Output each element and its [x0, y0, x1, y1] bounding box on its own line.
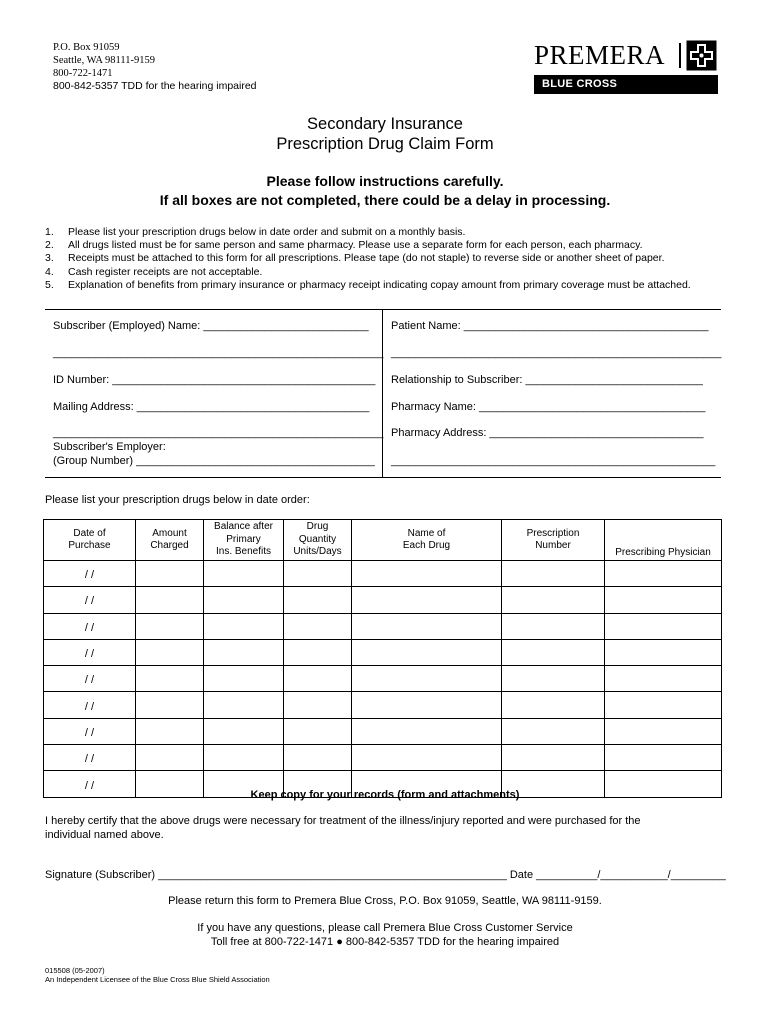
questions-line2: Toll free at 800-722-1471 ● 800-842-5357 TDD for the hearing impaired — [210, 936, 560, 948]
table-cell[interactable] — [204, 745, 284, 771]
table-cell[interactable] — [204, 666, 284, 692]
table-cell[interactable] — [352, 666, 502, 692]
list-item: 3. Receipts must be attached to this form for all prescriptions. Please tape (do not staple) to reverse side or another sheet of paper. — [45, 252, 665, 265]
table-cell[interactable] — [352, 587, 502, 613]
drug-table — [43, 519, 722, 798]
table-row — [44, 561, 722, 587]
logo-divider — [679, 43, 681, 68]
table-cell[interactable] — [284, 745, 352, 771]
table-cell[interactable] — [204, 561, 284, 587]
table-cell[interactable] — [284, 587, 352, 613]
table-cell[interactable] — [136, 639, 204, 665]
table-cell[interactable] — [284, 666, 352, 692]
signature-date-line[interactable]: Signature (Subscriber) _________________________________________________________ Date __________/___________/_________ — [45, 869, 726, 881]
pharmacy-name-field[interactable]: Pharmacy Name: _____________________________________ — [391, 401, 706, 413]
table-cell[interactable] — [136, 718, 204, 744]
table-cell[interactable] — [352, 561, 502, 587]
logo-wordmark: PREMERA — [534, 40, 666, 70]
table-cell[interactable] — [352, 718, 502, 744]
certification-text: I hereby certify that the above drugs were necessary for treatment of the illness/injury reported and were purchased for the individual named above. — [45, 815, 641, 841]
table-cell[interactable] — [502, 587, 605, 613]
table-cell[interactable] — [136, 587, 204, 613]
date-cell[interactable]: / / — [44, 666, 136, 692]
list-item: 1. Please list your prescription drugs below in date order and submit on a monthly basis. — [45, 226, 466, 238]
subscriber-name-field[interactable]: Subscriber (Employed) Name: ___________________________ — [53, 320, 369, 332]
table-cell[interactable] — [605, 718, 722, 744]
mailing-address-field[interactable]: Mailing Address: ______________________________________ — [53, 401, 370, 413]
table-cell[interactable] — [284, 613, 352, 639]
date-cell[interactable]: / / — [44, 718, 136, 744]
date-cell[interactable]: / / — [44, 771, 136, 797]
table-cell[interactable] — [136, 613, 204, 639]
address-line: Seattle, WA 98111-9159 — [53, 55, 155, 66]
return-address — [53, 41, 257, 93]
table-cell[interactable] — [605, 692, 722, 718]
table-row — [44, 666, 722, 692]
table-cell[interactable] — [605, 587, 722, 613]
table-cell[interactable] — [502, 692, 605, 718]
table-cell[interactable] — [204, 692, 284, 718]
table-cell[interactable] — [136, 745, 204, 771]
patient-name-line2[interactable]: ______________________________________________________ — [391, 347, 722, 359]
table-cell[interactable] — [502, 613, 605, 639]
table-row — [44, 639, 722, 665]
address-line: P.O. Box 91059 — [53, 42, 120, 53]
delay-warning: If all boxes are not completed, there could be a delay in processing. — [159, 192, 611, 208]
table-cell[interactable] — [284, 639, 352, 665]
table-cell[interactable] — [204, 613, 284, 639]
table-row — [44, 613, 722, 639]
fields-top-rule — [45, 309, 721, 310]
date-cell[interactable]: / / — [44, 692, 136, 718]
table-cell[interactable] — [502, 718, 605, 744]
col-drug-name-header: Name of Each Drug — [352, 520, 502, 561]
table-cell[interactable] — [605, 666, 722, 692]
mailing-address-line2[interactable]: ______________________________________________________ — [53, 427, 384, 439]
col-balance-header: Balance after Primary Ins. Benefits — [204, 520, 284, 561]
table-cell[interactable] — [204, 587, 284, 613]
address-line: 800-722-1471 — [53, 68, 113, 79]
instruction-heading: Please follow instructions carefully. — [266, 173, 504, 189]
premera-logo — [534, 40, 718, 94]
list-item: 5. Explanation of benefits from primary insurance or pharmacy receipt indicating copay amount from primary coverage must be attached. — [45, 278, 691, 291]
relationship-field[interactable]: Relationship to Subscriber: _____________________________ — [391, 374, 703, 386]
tdd-line: 800-842-5357 TDD for the hearing impaired — [53, 80, 257, 92]
col-rx-number-header: Prescription Number — [502, 520, 605, 561]
table-cell[interactable] — [605, 561, 722, 587]
table-cell[interactable] — [136, 666, 204, 692]
table-row — [44, 745, 722, 771]
fields-divider — [382, 309, 383, 478]
table-cell[interactable] — [136, 692, 204, 718]
table-cell[interactable] — [605, 639, 722, 665]
table-cell[interactable] — [352, 745, 502, 771]
table-cell[interactable] — [605, 613, 722, 639]
table-cell[interactable] — [502, 561, 605, 587]
table-cell[interactable] — [284, 692, 352, 718]
list-item: 2. All drugs listed must be for same person and same pharmacy. Please use a separate form for each person, each pharmacy. — [45, 239, 643, 252]
table-cell[interactable] — [502, 639, 605, 665]
list-item: 4. Cash register receipts are not acceptable. — [45, 265, 263, 278]
table-cell[interactable] — [284, 718, 352, 744]
table-cell[interactable] — [204, 639, 284, 665]
date-cell[interactable]: / / — [44, 639, 136, 665]
table-row — [44, 718, 722, 744]
pharmacy-address-field[interactable]: Pharmacy Address: ___________________________________ — [391, 427, 704, 439]
col-date-header: Date of Purchase — [44, 520, 136, 561]
blue-cross-icon — [686, 40, 717, 71]
patient-name-field[interactable]: Patient Name: ________________________________________ — [391, 320, 709, 332]
table-cell[interactable] — [502, 666, 605, 692]
col-quantity-header: Drug Quantity Units/Days — [284, 520, 352, 561]
table-cell[interactable] — [352, 692, 502, 718]
form-title-line1: Secondary Insurance — [307, 115, 463, 133]
form-code: 015508 (05-2007) — [45, 966, 105, 975]
pharmacy-address-line2[interactable]: _____________________________________________________ — [391, 455, 716, 467]
table-cell[interactable] — [605, 745, 722, 771]
table-row — [44, 587, 722, 613]
keep-copy-note: Keep copy for your records (form and attachments) — [250, 789, 520, 801]
date-cell[interactable]: / / — [44, 561, 136, 587]
table-intro: Please list your prescription drugs below in date order: — [45, 494, 310, 506]
table-row — [44, 692, 722, 718]
form-title-line2: Prescription Drug Claim Form — [276, 135, 494, 153]
fields-bottom-rule — [45, 477, 721, 478]
instruction-list — [45, 226, 725, 292]
table-cell[interactable] — [204, 718, 284, 744]
table-cell[interactable] — [284, 561, 352, 587]
table-cell[interactable] — [502, 745, 605, 771]
return-instructions: Please return this form to Premera Blue Cross, P.O. Box 91059, Seattle, WA 98111-9159. — [168, 895, 602, 907]
subscriber-name-line2[interactable]: ______________________________________________________ — [53, 347, 384, 359]
col-amount-header: Amount Charged — [136, 520, 204, 561]
logo-band: BLUE CROSS — [534, 75, 718, 94]
id-number-field[interactable]: ID Number: ___________________________________________ — [53, 374, 376, 386]
date-cell[interactable]: / / — [44, 745, 136, 771]
group-number-field[interactable]: (Group Number) _______________________________________ — [53, 455, 375, 467]
col-physician-header: Prescribing Physician — [605, 520, 722, 561]
table-cell[interactable] — [136, 561, 204, 587]
table-cell[interactable] — [352, 639, 502, 665]
employer-label: Subscriber's Employer: — [53, 441, 166, 453]
table-cell[interactable] — [352, 613, 502, 639]
table-header-row — [44, 520, 722, 561]
date-cell[interactable]: / / — [44, 587, 136, 613]
date-cell[interactable]: / / — [44, 613, 136, 639]
licensee-note: An Independent Licensee of the Blue Cross Blue Shield Association — [45, 975, 270, 984]
questions-line1: If you have any questions, please call Premera Blue Cross Customer Service — [197, 922, 573, 934]
